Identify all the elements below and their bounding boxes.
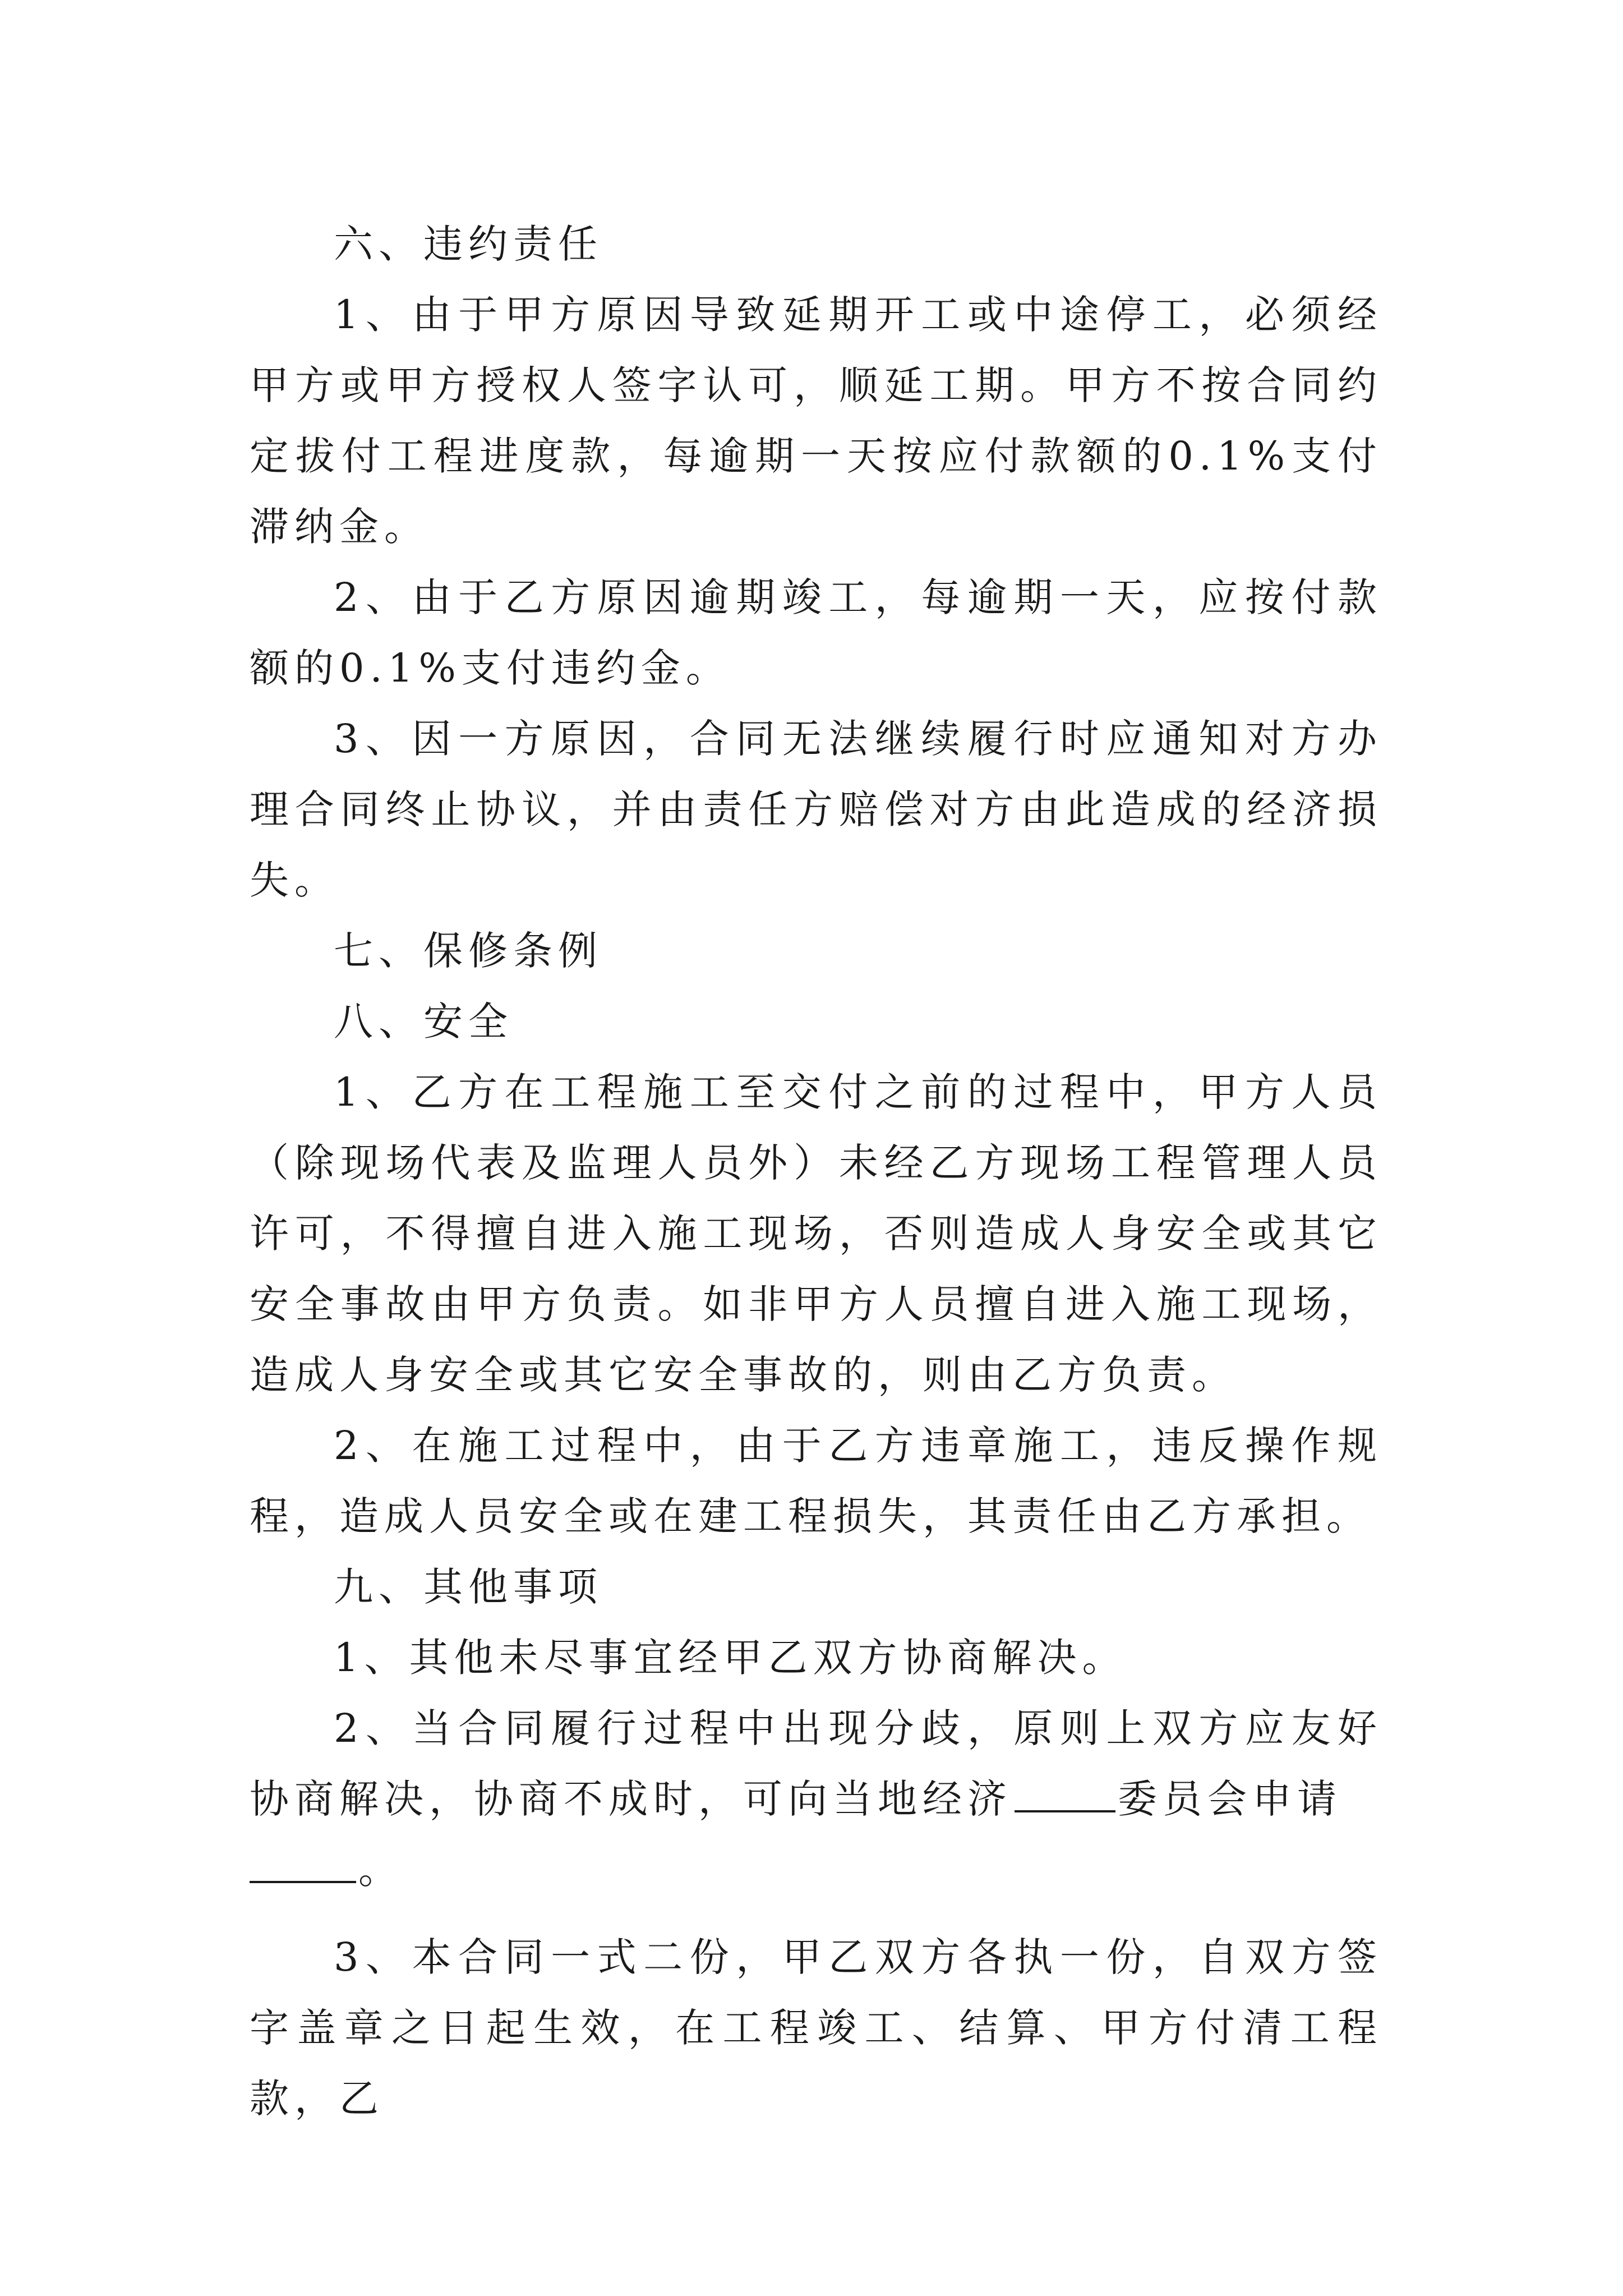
section-heading-breach-liability: 六、违约责任 xyxy=(334,221,603,267)
clause-paragraph: 3、因一方原因，合同无法继续履行时应通知对方办理合同终止协议，并由责任方赔偿对方由此造成的经济损失。 xyxy=(250,716,1382,903)
section-heading-safety: 八、安全 xyxy=(334,999,513,1045)
clause-paragraph: 1、其他未尽事宜经甲乙双方协商解决。 xyxy=(334,1635,1127,1681)
section-heading-other-matters: 九、其他事项 xyxy=(334,1564,603,1610)
paragraph-spacer xyxy=(250,1905,1382,1922)
clause-text: 委员会申请 xyxy=(1118,1776,1342,1822)
document-body xyxy=(250,209,1382,2134)
blank-fill-line xyxy=(1015,1775,1115,1812)
clause-text: 2、当合同履行过程中出现分歧，原则上双方应友好协商解决，协商不成时，可向当地经济 xyxy=(250,1705,1382,1822)
clause-paragraph: 2、由于乙方原因逾期竣工，每逾期一天，应按付款额的0.1%支付违约金。 xyxy=(250,574,1382,691)
clause-paragraph: 1、由于甲方原因导致延期开工或中途停工，必须经甲方或甲方授权人签字认可，顺延工期。甲方不按合同约定拔付工程进度款，每逾期一天按应付款额的0.1%支付滞纳金。 xyxy=(250,292,1382,550)
clause-text: 。 xyxy=(358,1847,403,1893)
clause-paragraph: 1、乙方在工程施工至交付之前的过程中，甲方人员（除现场代表及监理人员外）未经乙方现场工程管理人员许可，不得擅自进入施工现场，否则造成人身安全或其它安全事故由甲方负责。如非甲方人员擅自进入施工现场，造成人身安全或其它安全事故的，则由乙方负责。 xyxy=(250,1069,1382,1398)
clause-paragraph: 2、在施工过程中，由于乙方违章施工，违反操作规程，造成人员安全或在建工程损失，其责任由乙方承担。 xyxy=(250,1423,1382,1539)
clause-paragraph-dispute xyxy=(250,1693,1382,1905)
blank-fill-line xyxy=(250,1846,356,1883)
section-heading-warranty: 七、保修条例 xyxy=(334,928,603,974)
clause-paragraph: 3、本合同一式二份，甲乙双方各执一份，自双方签字盖章之日起生效，在工程竣工、结算、甲方付清工程款，乙 xyxy=(250,1934,1382,2122)
